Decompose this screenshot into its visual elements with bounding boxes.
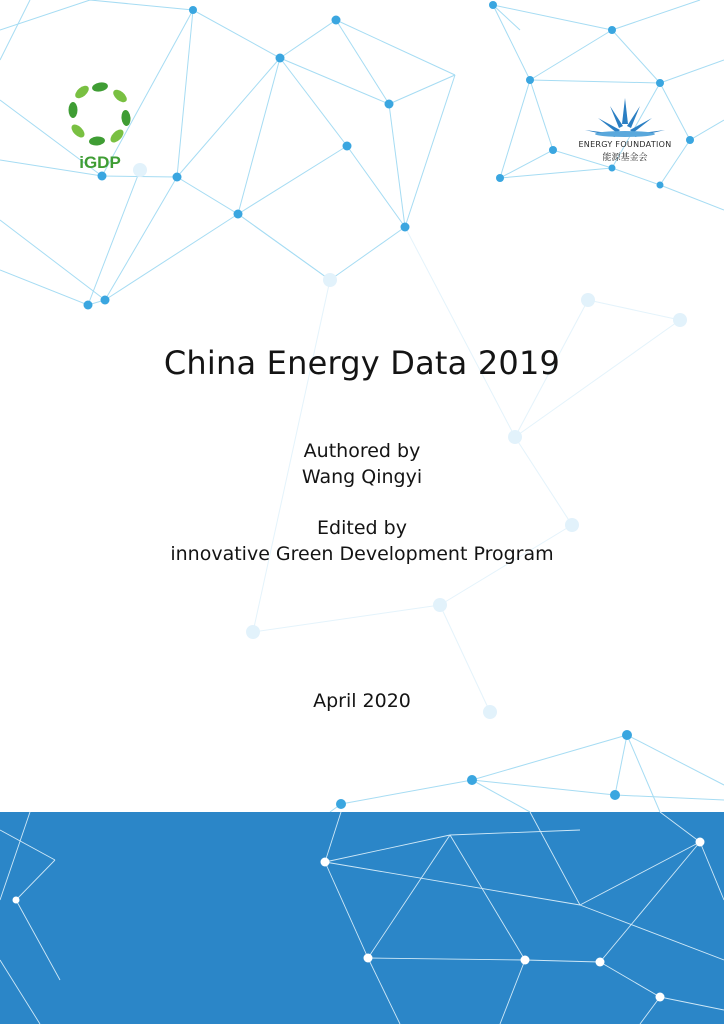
igdp-leaf-ring-icon bbox=[69, 81, 132, 146]
energy-foundation-name: ENERGY FOUNDATION bbox=[578, 140, 672, 149]
author-name: Wang Qingyi bbox=[301, 466, 423, 488]
igdp-logo bbox=[62, 78, 138, 178]
bottom-blue-band bbox=[0, 812, 724, 1024]
energy-foundation-logo bbox=[570, 92, 680, 172]
authored-label: Authored by bbox=[303, 440, 421, 462]
editor-name: innovative Green Development Program bbox=[170, 543, 554, 565]
energy-foundation-name-cn: 能源基金会 bbox=[602, 153, 648, 163]
igdp-logo-text: iGDP bbox=[79, 153, 121, 172]
edited-section bbox=[0, 515, 724, 567]
document-title: China Energy Data 2019 bbox=[163, 344, 561, 382]
authored-section bbox=[0, 438, 724, 490]
edited-label: Edited by bbox=[317, 517, 407, 539]
publication-date: April 2020 bbox=[313, 690, 411, 712]
energy-foundation-burst-icon bbox=[585, 98, 665, 137]
